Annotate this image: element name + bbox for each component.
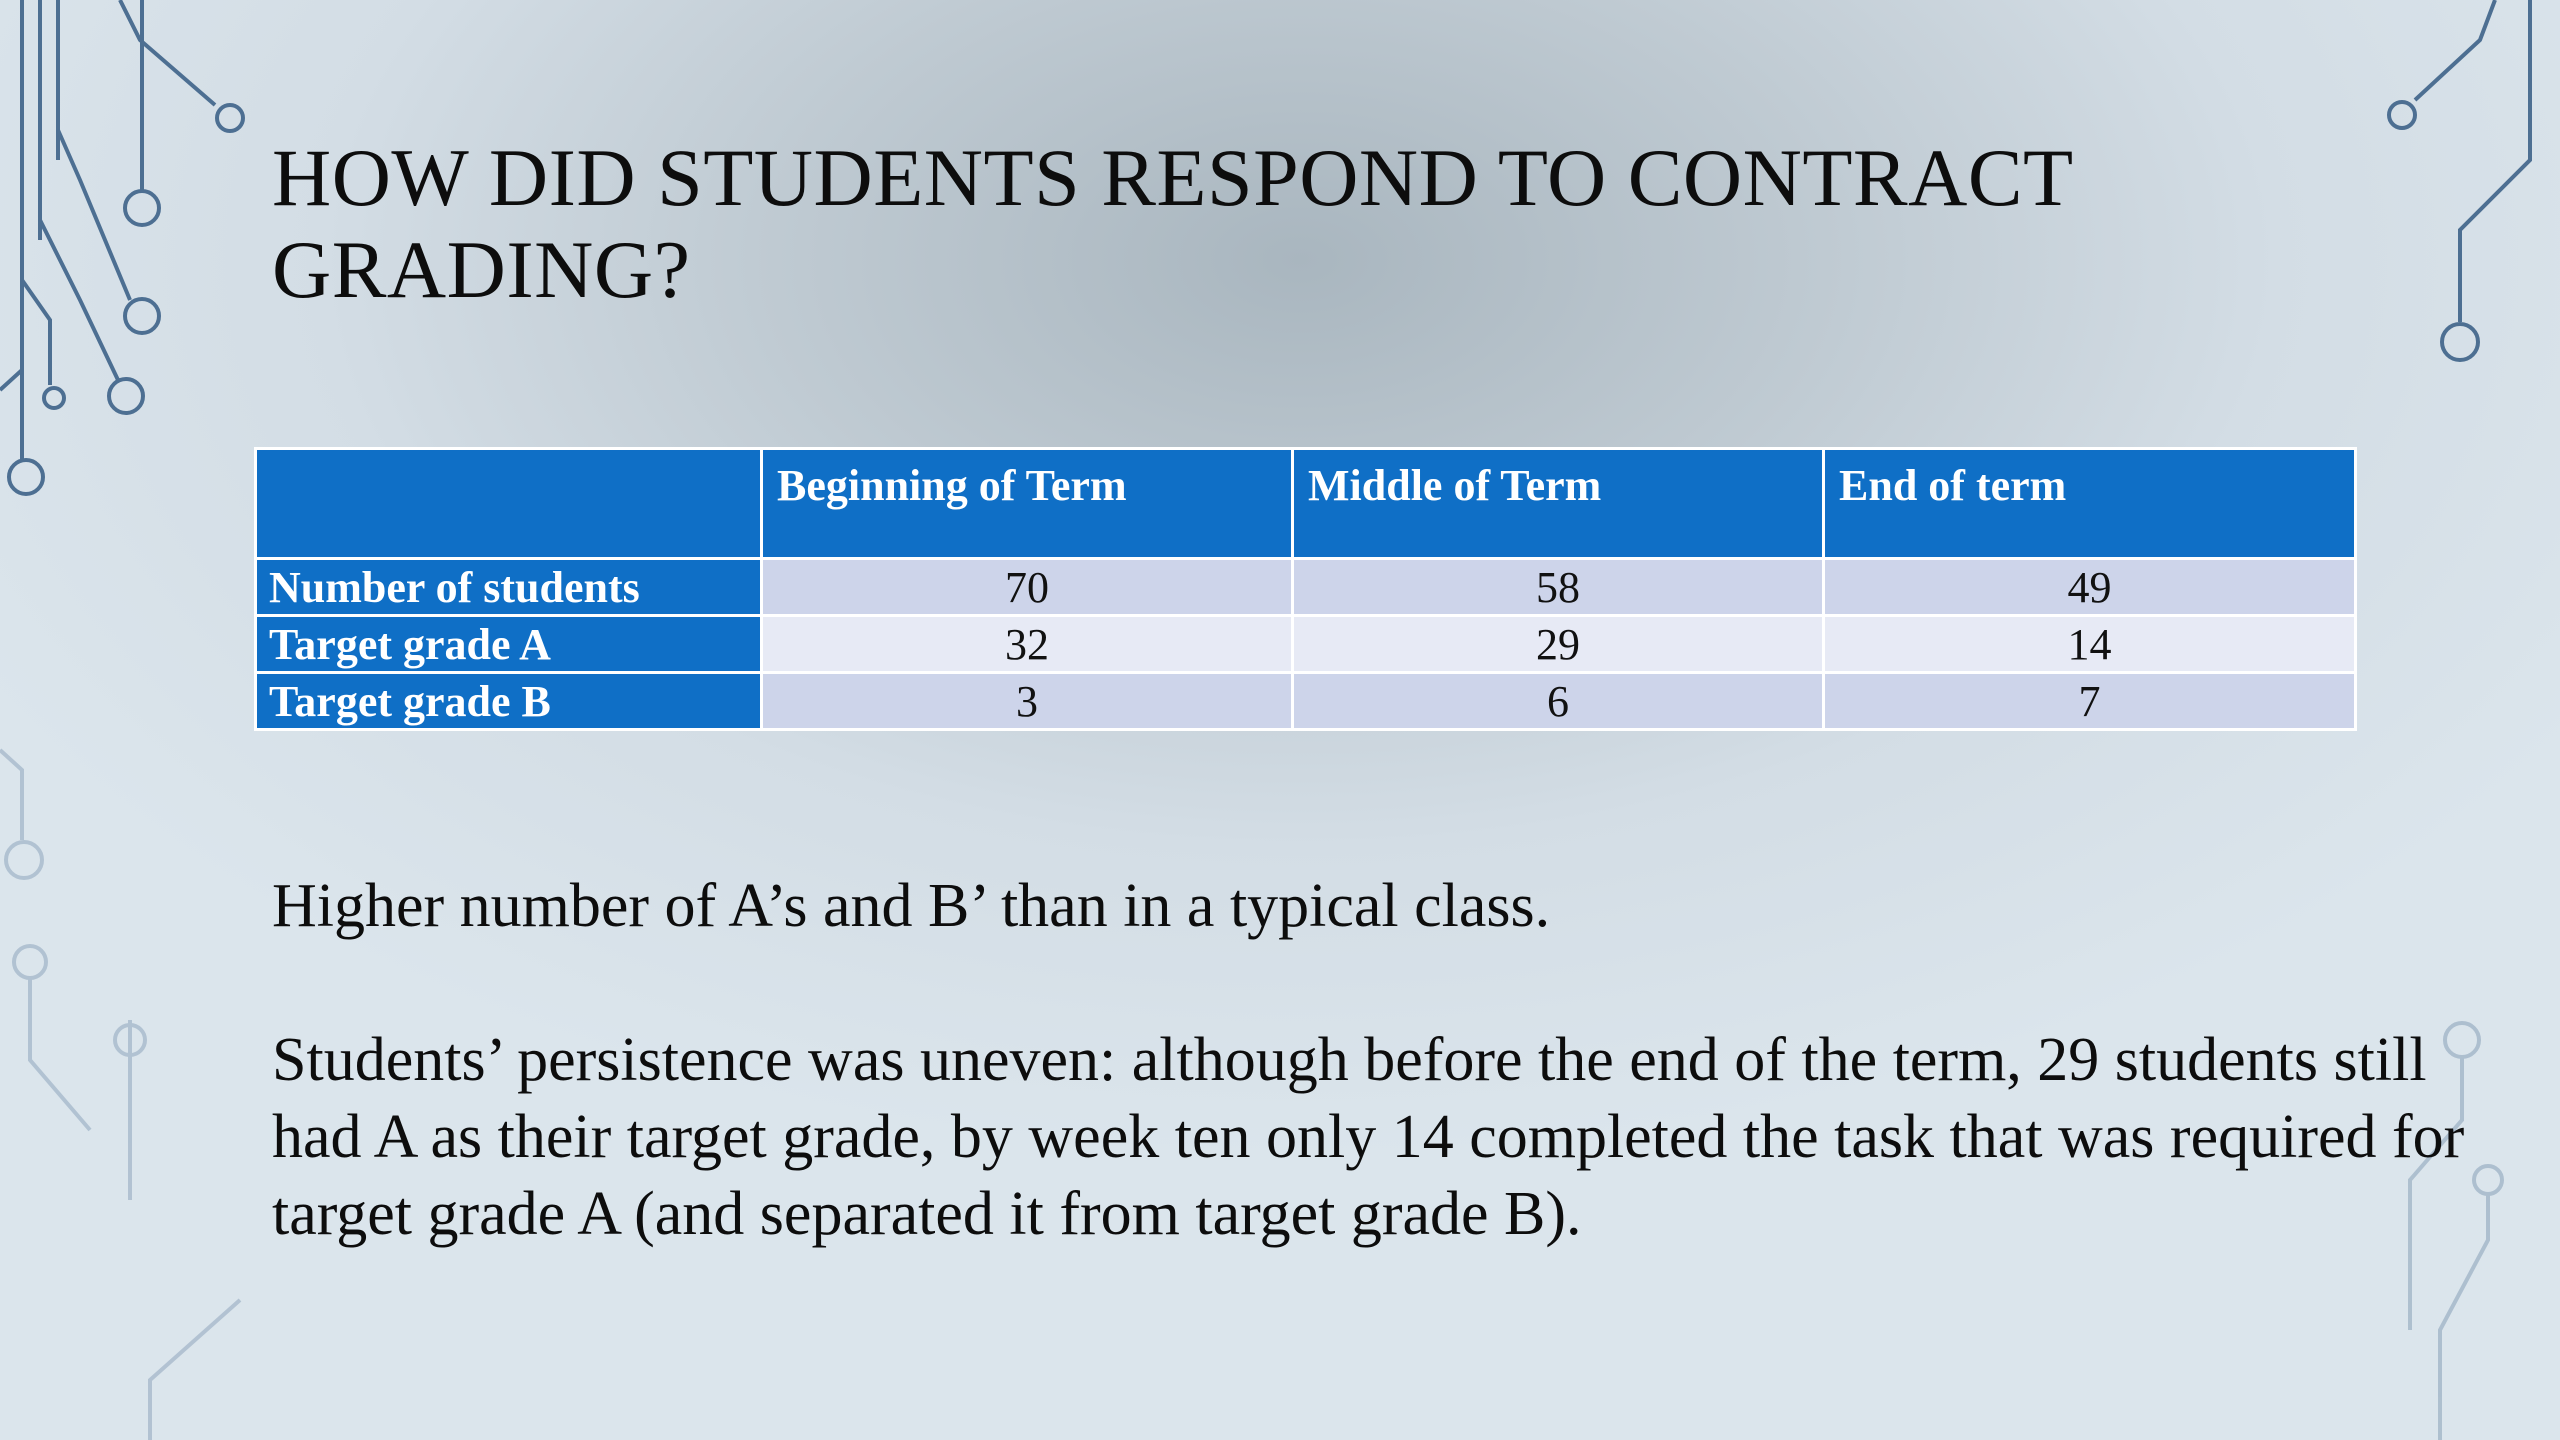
table-cell: 58 xyxy=(1293,559,1824,616)
table-cell: 49 xyxy=(1824,559,2356,616)
circuit-right-top-icon xyxy=(2389,0,2530,360)
table-cell: 3 xyxy=(762,673,1293,730)
table-header-cell: Middle of Term xyxy=(1293,449,1824,559)
table-cell: 6 xyxy=(1293,673,1824,730)
slide-body xyxy=(272,868,2472,1253)
body-paragraph: Students’ persistence was uneven: although before the end of the term, 29 students still had A as their target grade, by week ten only 14 completed the task that was required for target grade A (and separated it from target grade B). xyxy=(272,1026,2465,1248)
row-label: Target grade A xyxy=(256,616,762,673)
body-paragraph: Higher number of A’s and B’ than in a typical class. xyxy=(272,872,1551,940)
table-header-cell: Beginning of Term xyxy=(762,449,1293,559)
table-cell: 32 xyxy=(762,616,1293,673)
table-row xyxy=(256,559,2356,616)
table-cell: 70 xyxy=(762,559,1293,616)
grade-table xyxy=(254,447,2357,731)
row-label: Number of students xyxy=(256,559,762,616)
circuit-left-top-icon xyxy=(0,0,243,494)
table-header-cell xyxy=(256,449,762,559)
table-row xyxy=(256,616,2356,673)
table-cell: 7 xyxy=(1824,673,2356,730)
slide-title: HOW DID STUDENTS RESPOND TO CONTRACT GRADING? xyxy=(272,132,2073,315)
row-label: Target grade B xyxy=(256,673,762,730)
table-row xyxy=(256,673,2356,730)
table-header-cell: End of term xyxy=(1824,449,2356,559)
grade-table-container xyxy=(254,447,2354,731)
circuit-left-bottom-icon xyxy=(0,750,240,1440)
table-cell: 29 xyxy=(1293,616,1824,673)
table-header-row xyxy=(256,449,2356,559)
table-cell: 14 xyxy=(1824,616,2356,673)
